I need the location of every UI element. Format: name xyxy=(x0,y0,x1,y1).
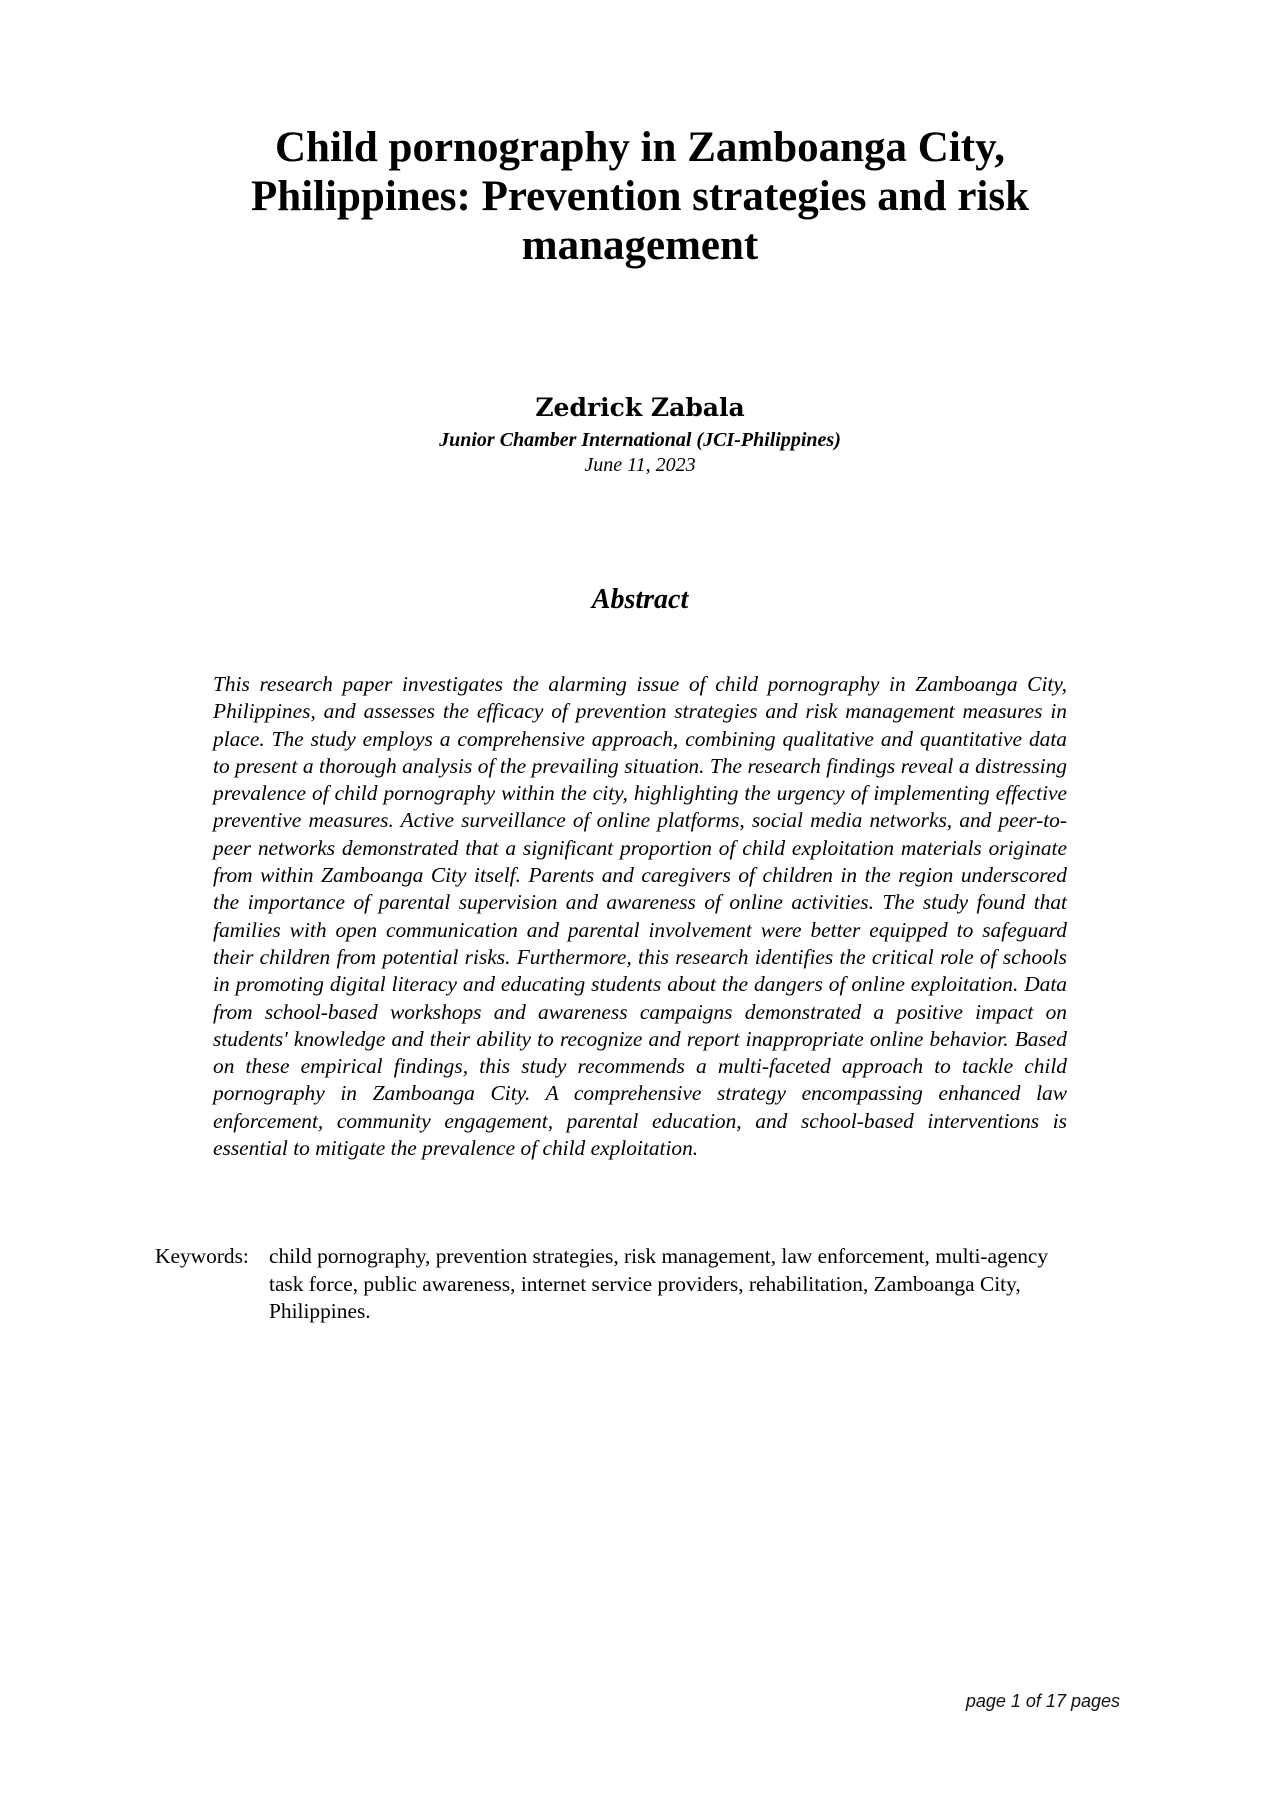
publication-date: June 11, 2023 xyxy=(584,454,696,476)
page-number: page 1 of 17 pages xyxy=(965,1691,1120,1711)
keywords-section xyxy=(155,1243,1065,1326)
abstract-text: This research paper investigates the alarming issue of child pornography in Zamboanga City, Philippines, and assesses the efficacy of prevention strategies and risk management measures in place. The study employs a comprehensive approach, combining qualitative and quantitative data to present a thorough analysis of the prevailing situation. The research findings reveal a distressing prevalence of child pornography within the city, highlighting the urgency of implementing effective preventive measures. Active surveillance of online platforms, social media networks, and peer-to-peer networks demonstrated that a significant proportion of child exploitation materials originate from within Zamboanga City itself. Parents and caregivers of children in the region underscored the importance of parental supervision and awareness of online activities. The study found that families with open communication and parental involvement were better equipped to safeguard their children from potential risks. Furthermore, this research identifies the critical role of schools in promoting digital literacy and educating students about the dangers of online exploitation. Data from school-based workshops and awareness campaigns demonstrated a positive impact on students' knowledge and their ability to recognize and report inappropriate online behavior. Based on these empirical findings, this study recommends a multi-faceted approach to tackle child pornography in Zamboanga City. A comprehensive strategy encompassing enhanced law enforcement, community engagement, parental education, and school-based interventions is essential to mitigate the prevalence of child exploitation. xyxy=(213,672,1067,1161)
abstract-heading: Abstract xyxy=(591,584,689,615)
paper-title: Child pornography in Zamboanga City, Philippines: Prevention strategies and risk management xyxy=(250,124,1029,269)
keywords-label: Keywords: xyxy=(155,1244,249,1268)
author-affiliation: Junior Chamber International (JCI-Philippines) xyxy=(439,429,841,451)
keywords-text: child pornography, prevention strategies, risk management, law enforcement, multi-agency task force, public awareness, internet service providers, rehabilitation, Zamboanga City, Philippines. xyxy=(269,1244,1049,1323)
author-name: Zedrick Zabala xyxy=(535,393,745,422)
